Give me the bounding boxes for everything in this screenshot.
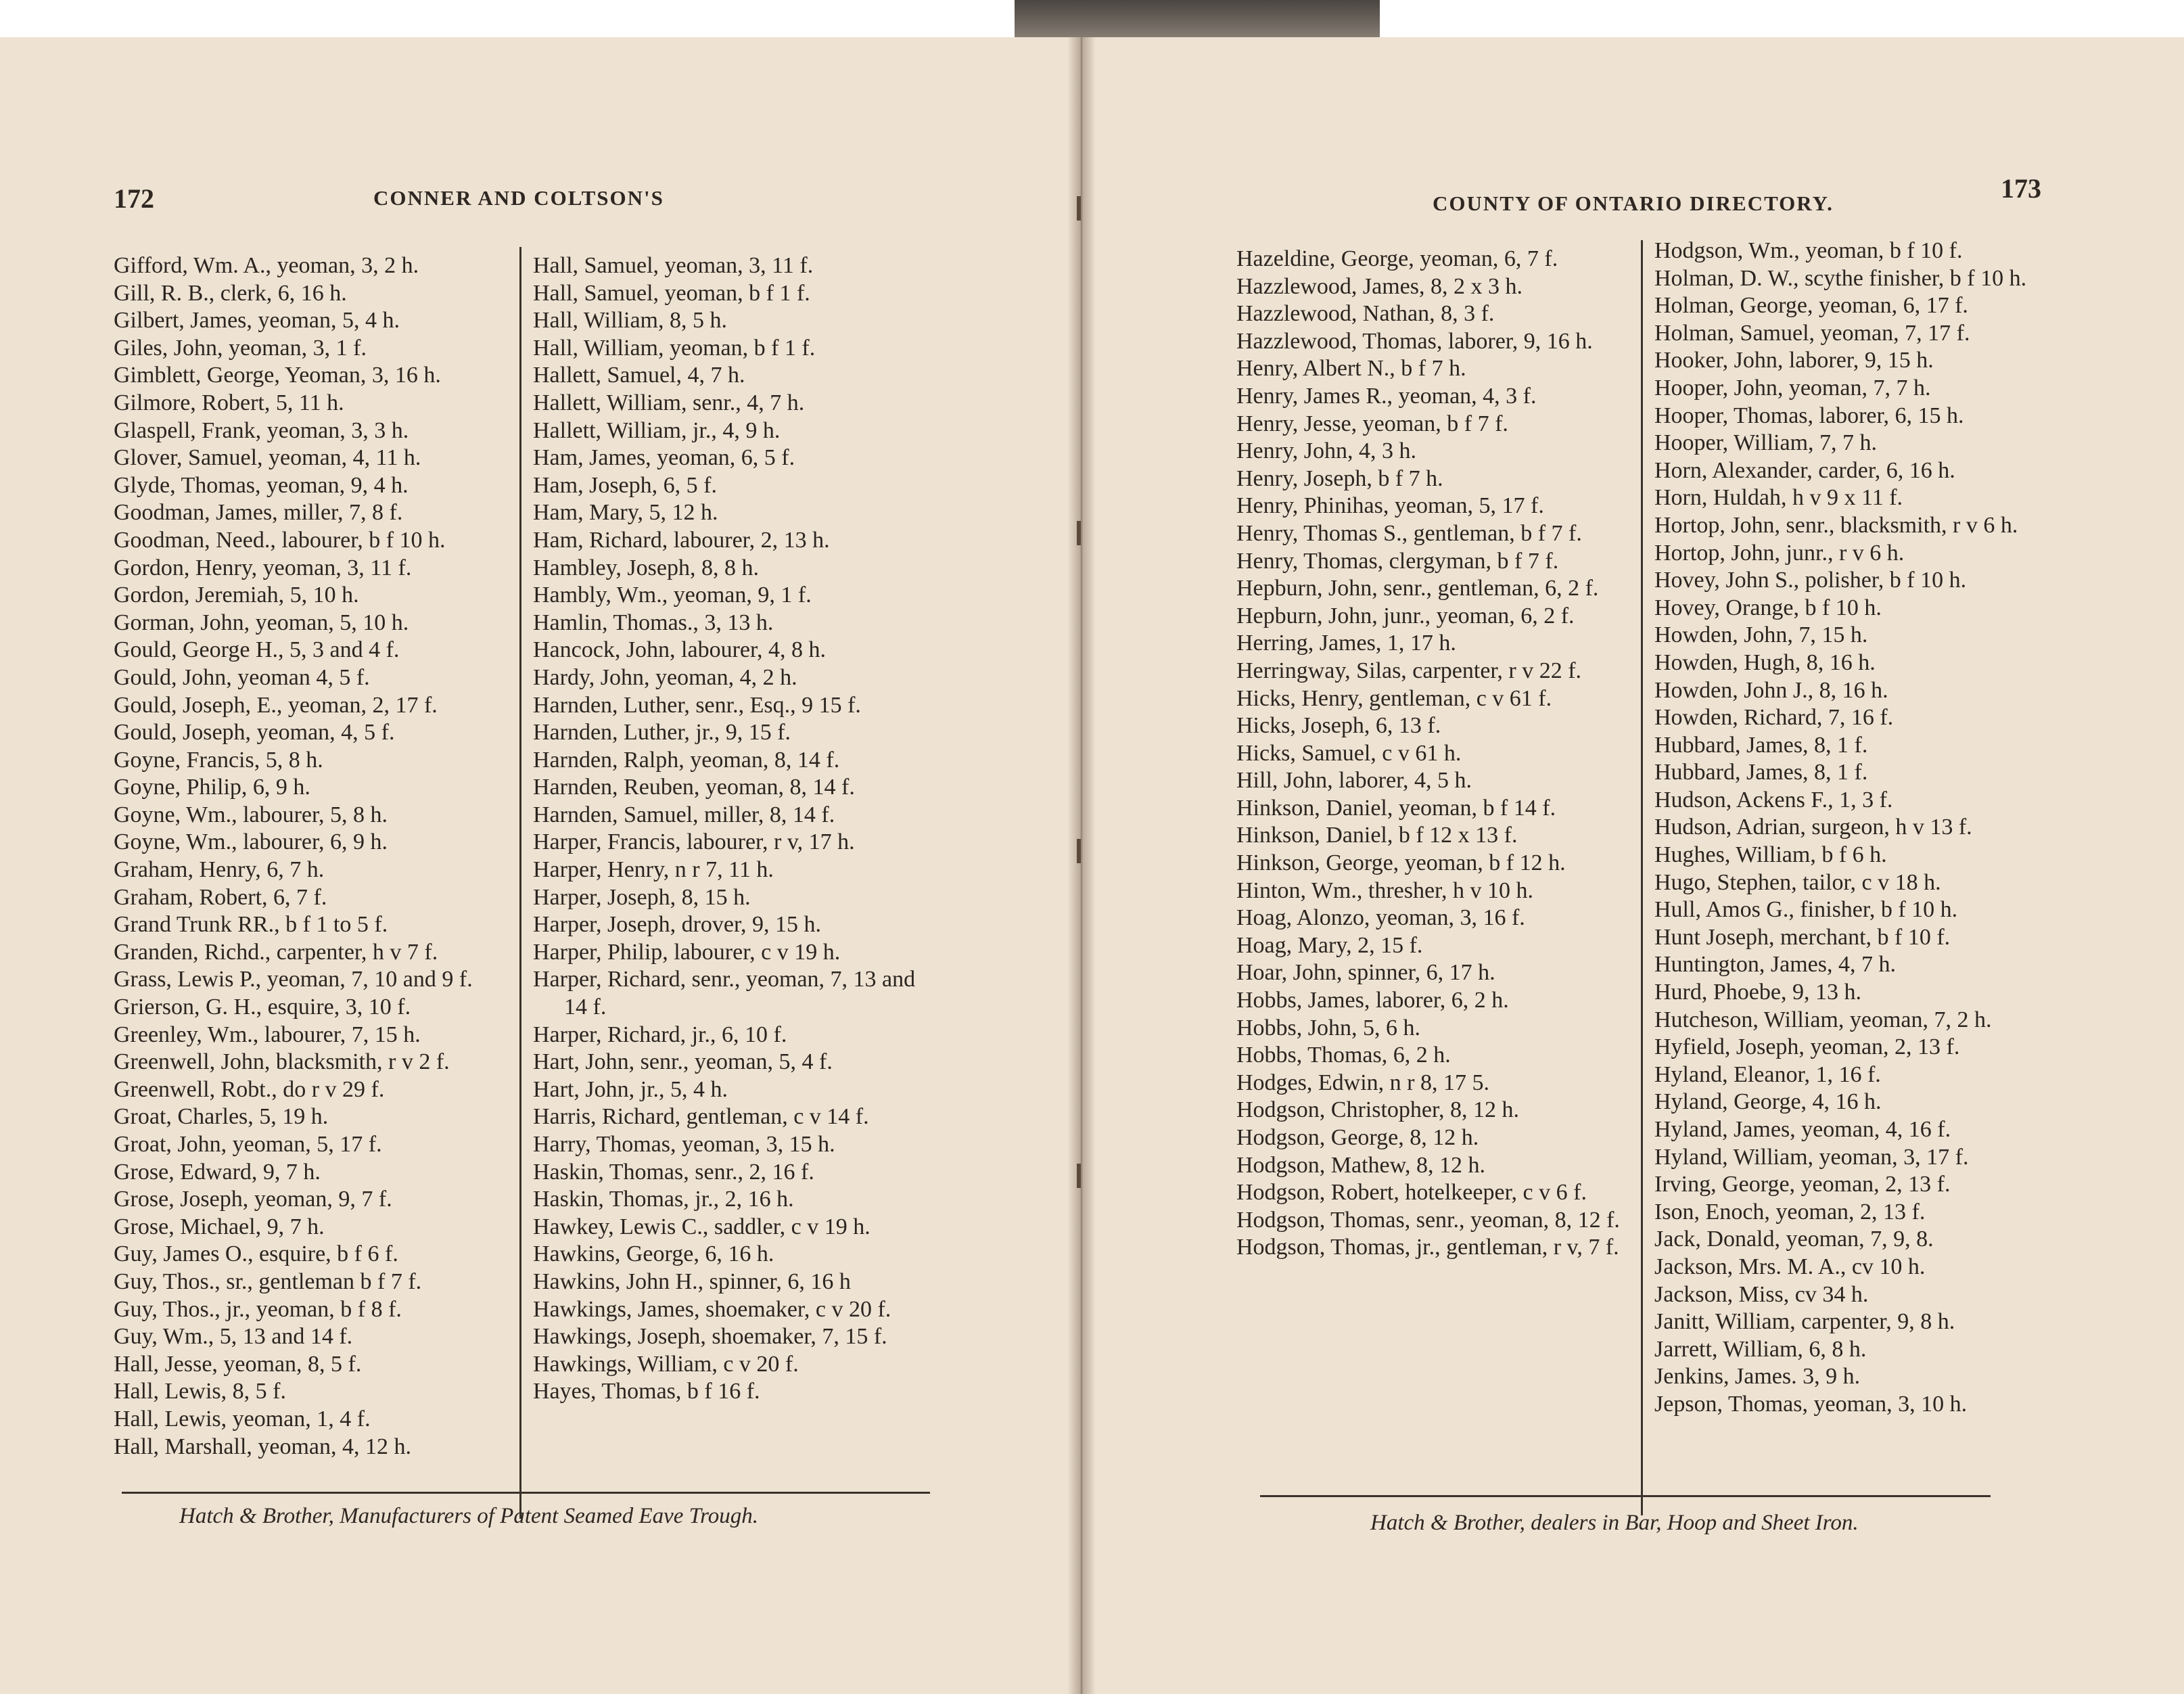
running-head: CONNER AND COLTSON'S	[373, 186, 664, 210]
directory-entry: Hepburn, John, senr., gentleman, 6, 2 f.	[1236, 576, 1599, 601]
directory-entry: Henry, Albert N., b f 7 h.	[1236, 356, 1466, 382]
directory-entry: Gifford, Wm. A., yeoman, 3, 2 h.	[114, 253, 419, 278]
directory-entry: Gimblett, George, Yeoman, 3, 16 h.	[114, 363, 441, 388]
directory-entry: Hudson, Adrian, surgeon, h v 13 f.	[1654, 815, 1972, 840]
directory-entry: Hancock, John, labourer, 4, 8 h.	[533, 637, 826, 663]
directory-entry: Hart, John, jr., 5, 4 h.	[533, 1076, 728, 1102]
directory-entry: Guy, Wm., 5, 13 and 14 f.	[114, 1324, 353, 1350]
directory-entry: Hall, Lewis, yeoman, 1, 4 f.	[114, 1406, 371, 1432]
directory-entry: Harper, Henry, n r 7, 11 h.	[533, 857, 774, 883]
directory-entry: Hurd, Phoebe, 9, 13 h.	[1654, 980, 1861, 1005]
directory-entry: Greenwell, John, blacksmith, r v 2 f.	[114, 1049, 450, 1075]
directory-entry: Haskin, Thomas, jr., 2, 16 h.	[533, 1187, 794, 1212]
entries-column-1	[114, 252, 507, 1461]
directory-entry: Hyland, George, 4, 16 h.	[1654, 1089, 1882, 1115]
directory-entry: Hooker, John, laborer, 9, 15 h.	[1654, 348, 1934, 373]
directory-entry: Hall, Lewis, 8, 5 f.	[114, 1379, 286, 1404]
directory-entry: Hawkings, William, c v 20 f.	[533, 1351, 799, 1377]
binding-stitch	[1077, 1164, 1081, 1188]
directory-entry: Hyland, Eleanor, 1, 16 f.	[1654, 1061, 1881, 1087]
directory-entry: Hicks, Henry, gentleman, c v 61 f.	[1236, 685, 1552, 711]
directory-entry: Irving, George, yeoman, 2, 13 f.	[1654, 1172, 1951, 1197]
directory-entry: Harnden, Reuben, yeoman, 8, 14 f.	[533, 775, 855, 800]
directory-entry: Hawkings, Joseph, shoemaker, 7, 15 f.	[533, 1324, 887, 1350]
directory-entry: Hallett, William, jr., 4, 9 h.	[533, 417, 781, 443]
directory-entry: Hall, Samuel, yeoman, b f 1 f.	[533, 280, 810, 306]
directory-entry: Hallett, Samuel, 4, 7 h.	[533, 363, 745, 388]
directory-entry: Hugo, Stephen, tailor, c v 18 h.	[1654, 869, 1941, 895]
directory-entry: Henry, John, 4, 3 h.	[1236, 438, 1416, 464]
directory-entry: Henry, James R., yeoman, 4, 3 f.	[1236, 383, 1537, 409]
directory-entry: Hodgson, Thomas, senr., yeoman, 8, 12 f.	[1236, 1207, 1620, 1233]
directory-entry: Huntington, James, 4, 7 h.	[1654, 952, 1896, 978]
directory-entry: Graham, Henry, 6, 7 h.	[114, 857, 325, 883]
directory-entry: Henry, Thomas, clergyman, b f 7 f.	[1236, 548, 1559, 574]
right-page	[1081, 37, 2184, 1694]
directory-entry: Grass, Lewis P., yeoman, 7, 10 and 9 f.	[114, 967, 473, 992]
directory-entry: Hawkings, James, shoemaker, c v 20 f.	[533, 1296, 891, 1322]
directory-entry: Giles, John, yeoman, 3, 1 f.	[114, 335, 367, 361]
directory-entry: Gould, Joseph, yeoman, 4, 5 f.	[114, 720, 395, 746]
directory-entry: Janitt, William, carpenter, 9, 8 h.	[1654, 1309, 1955, 1335]
directory-entry: Hall, Marshall, yeoman, 4, 12 h.	[114, 1434, 412, 1459]
directory-entry: Hooper, William, 7, 7 h.	[1654, 430, 1878, 456]
directory-entry: Hardy, John, yeoman, 4, 2 h.	[533, 664, 797, 690]
directory-entry: Hodges, Edwin, n r 8, 17 5.	[1236, 1070, 1489, 1095]
column-divider	[1641, 240, 1643, 1515]
directory-entry: Hambly, Wm., yeoman, 9, 1 f.	[533, 582, 812, 608]
directory-entry: Hall, William, yeoman, b f 1 f.	[533, 335, 816, 361]
directory-entry: Hart, John, senr., yeoman, 5, 4 f.	[533, 1049, 833, 1075]
directory-entry: Howden, John, 7, 15 h.	[1654, 622, 1868, 648]
directory-entry: Harper, Philip, labourer, c v 19 h.	[533, 939, 841, 965]
directory-entry: Groat, Charles, 5, 19 h.	[114, 1104, 329, 1130]
binding-stitch	[1077, 521, 1081, 545]
directory-entry: Hutcheson, William, yeoman, 7, 2 h.	[1654, 1007, 1992, 1032]
directory-entry: Guy, Thos., jr., yeoman, b f 8 f.	[114, 1296, 402, 1322]
directory-entry: Hunt Joseph, merchant, b f 10 f.	[1654, 924, 1951, 950]
directory-entry: Hodgson, Robert, hotelkeeper, c v 6 f.	[1236, 1180, 1587, 1206]
binding-stitch	[1077, 196, 1081, 221]
directory-entry: Harper, Joseph, drover, 9, 15 h.	[533, 912, 821, 938]
directory-entry: Hallett, William, senr., 4, 7 h.	[533, 390, 805, 415]
directory-entry: Hubbard, James, 8, 1 f.	[1654, 760, 1868, 785]
directory-entry: Hepburn, John, junr., yeoman, 6, 2 f.	[1236, 603, 1575, 628]
directory-entry: Hodgson, George, 8, 12 h.	[1236, 1125, 1479, 1150]
directory-entry: Gould, John, yeoman 4, 5 f.	[114, 664, 370, 690]
directory-entry: Henry, Joseph, b f 7 h.	[1236, 465, 1443, 491]
directory-entry: Grand Trunk RR., b f 1 to 5 f.	[114, 912, 388, 938]
directory-entry: Harnden, Ralph, yeoman, 8, 14 f.	[533, 747, 840, 773]
directory-entry: Hudson, Ackens F., 1, 3 f.	[1654, 787, 1893, 812]
entries-column-2	[533, 252, 933, 1406]
directory-entry: Gould, George H., 5, 3 and 4 f.	[114, 637, 400, 663]
directory-entry: Hawkey, Lewis C., saddler, c v 19 h.	[533, 1214, 870, 1239]
directory-entry: Henry, Phinihas, yeoman, 5, 17 f.	[1236, 493, 1544, 519]
directory-entry: Hinkson, Daniel, b f 12 x 13 f.	[1236, 823, 1518, 848]
directory-entry: Jepson, Thomas, yeoman, 3, 10 h.	[1654, 1391, 1968, 1417]
directory-entry: Goyne, Francis, 5, 8 h.	[114, 747, 323, 773]
entries-column-2	[1654, 237, 2060, 1419]
directory-entry: Hodgson, Wm., yeoman, b f 10 f.	[1654, 238, 1963, 263]
directory-entry: Hodgson, Thomas, jr., gentleman, r v, 7 f.	[1236, 1235, 1619, 1260]
binding-stitch	[1077, 839, 1081, 863]
directory-entry: Harper, Francis, labourer, r v, 17 h.	[533, 829, 855, 855]
directory-entry: Hill, John, laborer, 4, 5 h.	[1236, 768, 1472, 794]
directory-entry: Herring, James, 1, 17 h.	[1236, 631, 1456, 656]
directory-entry: Granden, Richd., carpenter, h v 7 f.	[114, 939, 438, 965]
directory-entry: Ham, Joseph, 6, 5 f.	[533, 472, 717, 498]
directory-entry: Jackson, Mrs. M. A., cv 10 h.	[1654, 1254, 1926, 1279]
directory-entry: Harper, Richard, jr., 6, 10 f.	[533, 1022, 787, 1047]
directory-entry: Holman, Samuel, yeoman, 7, 17 f.	[1654, 320, 1970, 346]
directory-entry: Jenkins, James. 3, 9 h.	[1654, 1364, 1861, 1390]
directory-entry: Harris, Richard, gentleman, c v 14 f.	[533, 1104, 869, 1130]
directory-entry: Hazzlewood, Thomas, laborer, 9, 16 h.	[1236, 328, 1593, 354]
directory-entry: Hobbs, James, laborer, 6, 2 h.	[1236, 988, 1509, 1013]
directory-entry: Gill, R. B., clerk, 6, 16 h.	[114, 280, 347, 306]
directory-entry: Herringway, Silas, carpenter, r v 22 f.	[1236, 658, 1582, 683]
directory-entry: Hovey, Orange, b f 10 h.	[1654, 595, 1882, 620]
directory-entry: Goyne, Wm., labourer, 6, 9 h.	[114, 829, 388, 855]
directory-entry: Jackson, Miss, cv 34 h.	[1654, 1281, 1869, 1307]
directory-entry: Ham, Mary, 5, 12 h.	[533, 500, 718, 526]
directory-entry: Glyde, Thomas, yeoman, 9, 4 h.	[114, 472, 409, 498]
book-gutter	[1067, 37, 1096, 1694]
directory-entry: Hoag, Mary, 2, 15 f.	[1236, 932, 1423, 958]
footer-rule	[1260, 1495, 1991, 1497]
footer-rule	[122, 1492, 930, 1494]
directory-entry: Holman, George, yeoman, 6, 17 f.	[1654, 293, 1968, 319]
directory-entry: Groat, John, yeoman, 5, 17 f.	[114, 1132, 382, 1157]
directory-entry: Hortop, John, senr., blacksmith, r v 6 h.	[1654, 512, 2018, 538]
directory-entry: Hodgson, Christopher, 8, 12 h.	[1236, 1097, 1519, 1123]
directory-entry: Hobbs, Thomas, 6, 2 h.	[1236, 1043, 1451, 1068]
directory-entry: Glaspell, Frank, yeoman, 3, 3 h.	[114, 417, 409, 443]
directory-entry: Howden, Hugh, 8, 16 h.	[1654, 649, 1876, 675]
directory-entry: Ison, Enoch, yeoman, 2, 13 f.	[1654, 1199, 1926, 1224]
left-page	[0, 37, 1081, 1694]
directory-entry: Jack, Donald, yeoman, 7, 9, 8.	[1654, 1227, 1934, 1252]
directory-entry: Grose, Michael, 9, 7 h.	[114, 1214, 325, 1239]
directory-entry: Harry, Thomas, yeoman, 3, 15 h.	[533, 1132, 835, 1157]
directory-entry: Hambley, Joseph, 8, 8 h.	[533, 555, 759, 580]
directory-entry: Glover, Samuel, yeoman, 4, 11 h.	[114, 445, 421, 471]
page-number: 172	[114, 183, 154, 214]
directory-entry: Hicks, Joseph, 6, 13 f.	[1236, 713, 1441, 739]
directory-entry: Ham, Richard, labourer, 2, 13 h.	[533, 527, 830, 553]
directory-entry: Hubbard, James, 8, 1 f.	[1654, 732, 1868, 758]
running-head: COUNTY OF ONTARIO DIRECTORY.	[1433, 191, 1834, 215]
directory-entry: Goyne, Wm., labourer, 5, 8 h.	[114, 802, 388, 827]
directory-entry: Goodman, Need., labourer, b f 10 h.	[114, 527, 446, 553]
directory-entry: Holman, D. W., scythe finisher, b f 10 h.	[1654, 265, 2027, 291]
directory-entry: Hinton, Wm., thresher, h v 10 h.	[1236, 877, 1534, 903]
directory-entry: Gorman, John, yeoman, 5, 10 h.	[114, 610, 409, 635]
directory-entry: Greenwell, Robt., do r v 29 f.	[114, 1076, 385, 1102]
directory-entry: Gilmore, Robert, 5, 11 h.	[114, 390, 344, 415]
directory-entry: Grose, Joseph, yeoman, 9, 7 f.	[114, 1187, 392, 1212]
directory-entry: Goodman, James, miller, 7, 8 f.	[114, 500, 403, 526]
directory-entry: Grose, Edward, 9, 7 h.	[114, 1159, 321, 1185]
directory-entry: Hawkins, George, 6, 16 h.	[533, 1241, 774, 1267]
directory-entry: Guy, James O., esquire, b f 6 f.	[114, 1241, 398, 1267]
directory-entry: Hazzlewood, James, 8, 2 x 3 h.	[1236, 273, 1523, 299]
directory-entry: Hull, Amos G., finisher, b f 10 h.	[1654, 897, 1958, 923]
directory-entry: Hazeldine, George, yeoman, 6, 7 f.	[1236, 246, 1558, 271]
directory-entry: Hinkson, Daniel, yeoman, b f 14 f.	[1236, 795, 1556, 821]
directory-entry: Hodgson, Mathew, 8, 12 h.	[1236, 1152, 1485, 1178]
directory-entry: Harnden, Luther, jr., 9, 15 f.	[533, 720, 791, 746]
directory-entry: Howden, Richard, 7, 16 f.	[1654, 705, 1894, 731]
footer-advert: Hatch & Brother, dealers in Bar, Hoop and Sheet Iron.	[1370, 1511, 1859, 1535]
directory-entry: Hicks, Samuel, c v 61 h.	[1236, 740, 1462, 766]
directory-entry: Haskin, Thomas, senr., 2, 16 f.	[533, 1159, 814, 1185]
column-divider	[519, 247, 521, 1519]
directory-entry: Hobbs, John, 5, 6 h.	[1236, 1015, 1421, 1040]
top-binding-shadow	[1015, 0, 1380, 41]
directory-entry: Hamlin, Thomas., 3, 13 h.	[533, 610, 774, 635]
directory-entry: Gould, Joseph, E., yeoman, 2, 17 f.	[114, 692, 438, 718]
directory-entry: Hall, Samuel, yeoman, 3, 11 f.	[533, 253, 814, 278]
directory-entry: Hooper, John, yeoman, 7, 7 h.	[1654, 375, 1931, 400]
directory-entry: Greenley, Wm., labourer, 7, 15 h.	[114, 1022, 421, 1047]
directory-entry: Henry, Thomas S., gentleman, b f 7 f.	[1236, 520, 1582, 546]
entries-column-1	[1236, 246, 1629, 1262]
directory-entry: Henry, Jesse, yeoman, b f 7 f.	[1236, 411, 1508, 436]
directory-entry: Hyfield, Joseph, yeoman, 2, 13 f.	[1654, 1034, 1960, 1060]
directory-entry: Hall, William, 8, 5 h.	[533, 308, 727, 334]
directory-entry: Hyland, James, yeoman, 4, 16 f.	[1654, 1117, 1951, 1142]
directory-entry: Hazzlewood, Nathan, 8, 3 f.	[1236, 301, 1495, 327]
directory-entry: Gordon, Henry, yeoman, 3, 11 f.	[114, 555, 412, 580]
directory-entry: Graham, Robert, 6, 7 f.	[114, 884, 327, 910]
directory-entry: Harper, Richard, senr., yeoman, 7, 13 and 14 f.	[533, 967, 916, 1020]
directory-entry: Goyne, Philip, 6, 9 h.	[114, 775, 310, 800]
directory-entry: Gilbert, James, yeoman, 5, 4 h.	[114, 308, 400, 334]
directory-entry: Horn, Alexander, carder, 6, 16 h.	[1654, 457, 1955, 483]
directory-entry: Hortop, John, junr., r v 6 h.	[1654, 540, 1905, 566]
directory-entry: Ham, James, yeoman, 6, 5 f.	[533, 445, 795, 471]
directory-entry: Gordon, Jeremiah, 5, 10 h.	[114, 582, 359, 608]
directory-entry: Harnden, Samuel, miller, 8, 14 f.	[533, 802, 835, 827]
directory-entry: Hyland, William, yeoman, 3, 17 f.	[1654, 1144, 1969, 1170]
directory-entry: Hughes, William, b f 6 h.	[1654, 842, 1887, 868]
directory-entry: Horn, Huldah, h v 9 x 11 f.	[1654, 485, 1903, 511]
directory-entry: Harper, Joseph, 8, 15 h.	[533, 884, 751, 910]
directory-entry: Jarrett, William, 6, 8 h.	[1654, 1336, 1867, 1362]
directory-entry: Hoag, Alonzo, yeoman, 3, 16 f.	[1236, 905, 1525, 931]
directory-entry: Hayes, Thomas, b f 16 f.	[533, 1379, 760, 1404]
directory-entry: Harnden, Luther, senr., Esq., 9 15 f.	[533, 692, 861, 718]
page-number: 173	[2001, 173, 2041, 204]
directory-entry: Hovey, John S., polisher, b f 10 h.	[1654, 568, 1967, 593]
directory-entry: Hooper, Thomas, laborer, 6, 15 h.	[1654, 403, 1964, 428]
directory-entry: Howden, John J., 8, 16 h.	[1654, 677, 1888, 703]
directory-entry: Hinkson, George, yeoman, b f 12 h.	[1236, 850, 1566, 876]
directory-entry: Hawkins, John H., spinner, 6, 16 h	[533, 1268, 851, 1294]
directory-entry: Hall, Jesse, yeoman, 8, 5 f.	[114, 1351, 362, 1377]
directory-entry: Guy, Thos., sr., gentleman b f 7 f.	[114, 1268, 422, 1294]
footer-advert: Hatch & Brother, Manufacturers of Patent Seamed Eave Trough.	[179, 1504, 759, 1528]
directory-entry: Hoar, John, spinner, 6, 17 h.	[1236, 960, 1495, 986]
directory-entry: Grierson, G. H., esquire, 3, 10 f.	[114, 994, 411, 1020]
